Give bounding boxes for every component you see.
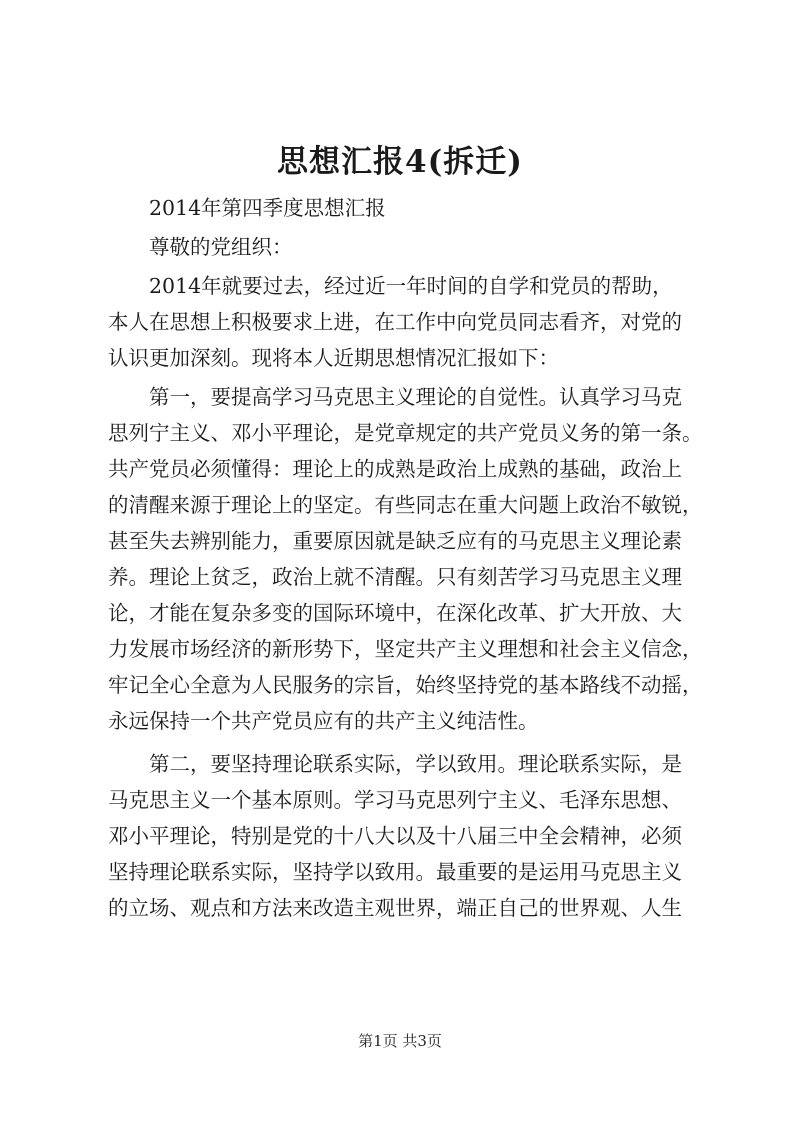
paragraph-salutation bbox=[108, 229, 708, 265]
text-line: 尊敬的党组织： bbox=[149, 235, 293, 259]
text-line: 坚持理论联系实际，坚持学以致用。最重要的是运用马克思主义 bbox=[108, 860, 682, 884]
text-line: 论，才能在复杂多变的国际环境中，在深化改革、扩大开放、大 bbox=[108, 601, 682, 625]
document-body bbox=[108, 190, 708, 926]
text-line: 马克思主义一个基本原则。学习马克思列宁主义、毛泽东思想、 bbox=[108, 788, 682, 812]
text-line: 共产党员必须懂得：理论上的成熟是政治上成熟的基础，政治上 bbox=[108, 457, 682, 481]
paragraph-point-one bbox=[108, 379, 708, 739]
text-line: 养。理论上贫乏，政治上就不清醒。只有刻苦学习马克思主义理 bbox=[108, 565, 682, 589]
text-line: 本人在思想上积极要求上进，在工作中向党员同志看齐，对党的 bbox=[108, 310, 682, 334]
text-line: 永远保持一个共产党员应有的共产主义纯洁性。 bbox=[108, 709, 539, 733]
document-title: 思想汇报4(拆迁) bbox=[277, 144, 523, 180]
text-line: 的立场、观点和方法来改造主观世界，端正自己的世界观、人生 bbox=[108, 896, 682, 920]
text-line: 第一，要提高学习马克思主义理论的自觉性。认真学习马克 bbox=[149, 385, 682, 409]
paragraph-intro bbox=[108, 268, 708, 376]
text-line: 2014年就要过去，经过近一年时间的自学和党员的帮助， bbox=[149, 274, 673, 298]
text-line: 邓小平理论，特别是党的十八大以及十八届三中全会精神，必须 bbox=[108, 824, 682, 848]
text-line: 第二，要坚持理论联系实际，学以致用。理论联系实际，是 bbox=[149, 752, 682, 776]
text-line: 力发展市场经济的新形势下，坚定共产主义理想和社会主义信念， bbox=[108, 637, 703, 661]
text-line: 甚至失去辨别能力，重要原因就是缺乏应有的马克思主义理论素 bbox=[108, 529, 682, 553]
text-line: 认识更加深刻。现将本人近期思想情况汇报如下： bbox=[108, 346, 559, 370]
text-line: 的清醒来源于理论上的坚定。有些同志在重大问题上政治不敏锐， bbox=[108, 493, 703, 517]
paragraph-point-two bbox=[108, 746, 708, 926]
text-line: 思列宁主义、邓小平理论，是党章规定的共产党员义务的第一条。 bbox=[108, 421, 703, 445]
paragraph-heading bbox=[108, 190, 708, 226]
text-line: 牢记全心全意为人民服务的宗旨，始终坚持党的基本路线不动摇， bbox=[108, 673, 703, 697]
page-footer: 第1页 共3页 bbox=[358, 1032, 442, 1050]
text-line: 2014年第四季度思想汇报 bbox=[149, 196, 386, 220]
